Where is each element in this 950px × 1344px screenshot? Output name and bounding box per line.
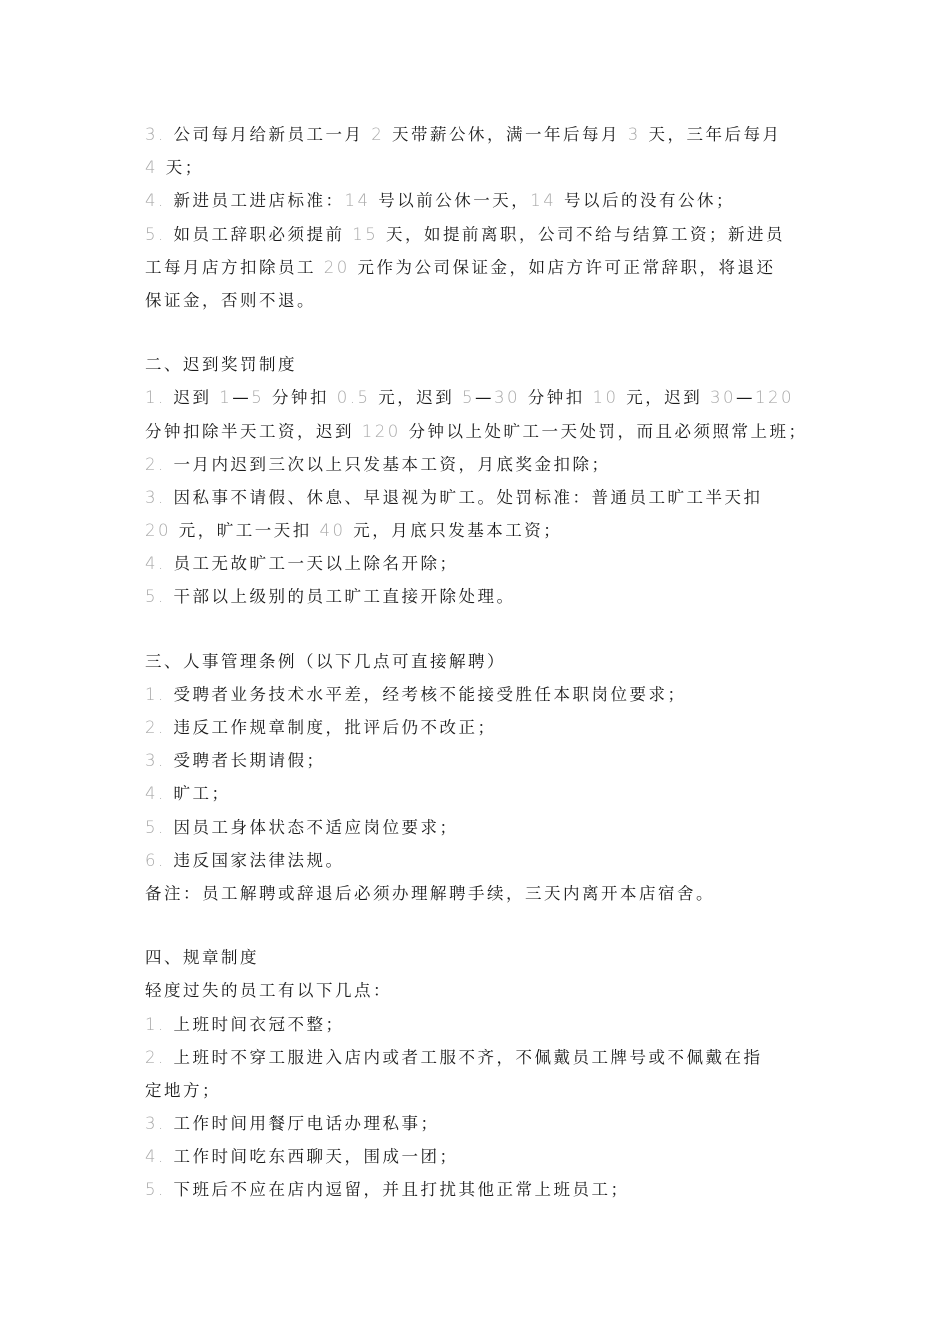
number-run: 1. <box>145 684 174 704</box>
text-run: 元，月底只发基本工资； <box>345 521 563 541</box>
text-run: 工作时间用餐厅电话办理私事； <box>173 1114 440 1134</box>
number-run: 4 <box>145 158 158 178</box>
document-page <box>145 118 813 1207</box>
text-run: 二、迟到奖罚制度 <box>145 355 297 375</box>
section-s3 <box>145 645 813 911</box>
number-run: 20 <box>145 521 171 541</box>
number-run: 30 <box>494 388 520 408</box>
text-line <box>145 448 813 481</box>
text-run: — <box>736 388 755 408</box>
text-run: 因员工身体状态不适应岗位要求； <box>173 817 459 837</box>
text-run: 迟到 <box>173 388 220 408</box>
number-run: 4. <box>145 191 174 211</box>
text-run: 干部以上级别的员工旷工直接开除处理。 <box>173 587 516 607</box>
number-run: 30 <box>710 388 736 408</box>
text-run: 号以前公休一天， <box>370 191 531 211</box>
text-line <box>145 711 813 744</box>
text-run: 元作为公司保证金，如店方许可正常辞职，将退还 <box>349 257 776 277</box>
number-run: 3. <box>145 1114 174 1134</box>
number-run: 3 <box>627 125 641 144</box>
text-line <box>145 974 813 1007</box>
text-line <box>145 1173 813 1206</box>
text-run: 天，如提前离职，公司不给与结算工资；新进员 <box>378 224 785 244</box>
text-run: 元，旷工一天扣 <box>171 521 320 541</box>
number-run: 1. <box>145 388 174 408</box>
number-run: 40 <box>319 521 346 541</box>
text-run: 三、人事管理条例（以下几点可直接解聘） <box>145 651 506 671</box>
text-run: 违反国家法律法规。 <box>173 850 345 870</box>
text-run: 保证金，否则不退。 <box>145 290 316 310</box>
text-run: 四、规章制度 <box>145 948 259 968</box>
text-run: 旷工； <box>173 784 231 804</box>
number-run: 1 <box>219 388 233 408</box>
number-run: 5 <box>251 388 265 408</box>
number-run: 3. <box>145 751 174 771</box>
number-run: 2. <box>145 718 174 737</box>
text-run: 上班时不穿工服进入店内或者工服不齐，不佩戴员工牌号或不佩戴在指 <box>173 1047 763 1067</box>
number-run: 5. <box>145 1180 174 1200</box>
text-line <box>145 251 813 284</box>
text-line <box>145 381 813 414</box>
text-line <box>145 744 813 777</box>
section-spacer <box>145 910 813 941</box>
document-body <box>145 118 813 1207</box>
text-line <box>145 184 813 217</box>
number-run: 120 <box>755 388 794 408</box>
text-run: 受聘者业务技术水平差，经考核不能接受胜任本职岗位要求； <box>173 684 687 704</box>
text-line <box>145 218 813 251</box>
number-run: 0.5 <box>336 388 371 408</box>
text-line <box>145 1008 813 1041</box>
number-run: 2 <box>371 125 385 144</box>
text-line <box>145 151 813 184</box>
text-run: 元，迟到 <box>618 388 710 408</box>
text-run: 新进员工进店标准： <box>173 191 345 211</box>
text-line <box>145 678 813 711</box>
text-line <box>145 415 813 448</box>
number-run: 4. <box>145 1147 174 1167</box>
number-run: 120 <box>361 421 401 441</box>
text-line <box>145 284 813 317</box>
number-run: 4. <box>145 554 174 574</box>
number-run: 3. <box>145 125 174 144</box>
text-line <box>145 514 813 547</box>
text-run: 受聘者长期请假； <box>173 751 326 771</box>
text-run: 如员工辞职必须提前 <box>173 224 353 244</box>
number-run: 10 <box>592 388 619 408</box>
text-line <box>145 1074 813 1107</box>
section-spacer <box>145 317 813 348</box>
text-run: 定地方； <box>145 1080 221 1100</box>
number-run: 5. <box>145 587 174 607</box>
number-run: 4. <box>145 784 174 804</box>
text-run: 下班后不应在店内逗留，并且打扰其他正常上班员工； <box>173 1180 630 1200</box>
number-run: 5. <box>145 817 174 837</box>
number-run: 20 <box>323 257 350 277</box>
text-line <box>145 118 813 151</box>
text-run: 号以后的没有公休； <box>556 191 735 211</box>
section-s4 <box>145 941 813 1207</box>
number-run: 14 <box>344 191 371 211</box>
text-run: 元，迟到 <box>370 388 462 408</box>
text-run: 天，三年后每月 <box>640 125 782 144</box>
number-run: 1. <box>145 1014 174 1034</box>
text-line <box>145 941 813 974</box>
text-run: — <box>475 388 494 408</box>
section-s1-tail <box>145 118 813 317</box>
text-run: 轻度过失的员工有以下几点： <box>145 981 392 1001</box>
text-line <box>145 645 813 678</box>
text-line <box>145 348 813 381</box>
text-run: — <box>232 388 252 408</box>
number-run: 2. <box>145 1047 174 1067</box>
number-run: 5. <box>145 224 174 244</box>
number-run: 6. <box>145 850 174 870</box>
text-run: 备注：员工解聘或辞退后必须办理解聘手续，三天内离开本店宿舍。 <box>145 883 715 903</box>
section-s2 <box>145 348 813 614</box>
number-run: 14 <box>530 191 557 211</box>
number-run: 3. <box>145 487 174 507</box>
text-run: 天； <box>158 158 204 178</box>
text-line <box>145 1041 813 1074</box>
number-run: 15 <box>352 224 379 244</box>
text-line <box>145 844 813 877</box>
text-run: 工每月店方扣除员工 <box>145 257 324 277</box>
text-line <box>145 877 813 910</box>
section-spacer <box>145 614 813 645</box>
text-run: 因私事不请假、休息、早退视为旷工。处罚标准：普通员工旷工半天扣 <box>173 487 763 507</box>
text-line <box>145 1107 813 1140</box>
text-run: 分钟扣 <box>264 388 337 408</box>
text-run: 工作时间吃东西聊天，围成一团； <box>173 1147 459 1167</box>
text-line <box>145 481 813 514</box>
text-run: 员工无故旷工一天以上除名开除； <box>173 554 459 574</box>
text-line <box>145 811 813 844</box>
text-run: 上班时间衣冠不整； <box>173 1014 345 1034</box>
number-run: 2. <box>145 454 174 474</box>
text-line <box>145 777 813 810</box>
text-run: 违反工作规章制度，批评后仍不改正； <box>173 718 497 737</box>
text-line <box>145 1140 813 1173</box>
text-run: 分钟以上处旷工一天处罚，而且必须照常上班； <box>400 421 808 441</box>
text-line <box>145 547 813 580</box>
text-run: 分钟扣除半天工资，迟到 <box>145 421 362 441</box>
text-run: 一月内迟到三次以上只发基本工资，月底奖金扣除； <box>173 454 611 474</box>
text-line <box>145 580 813 613</box>
text-run: 公司每月给新员工一月 <box>173 125 372 144</box>
number-run: 5 <box>462 388 475 408</box>
text-run: 分钟扣 <box>520 388 593 408</box>
text-run: 天带薪公休，满一年后每月 <box>384 125 628 144</box>
